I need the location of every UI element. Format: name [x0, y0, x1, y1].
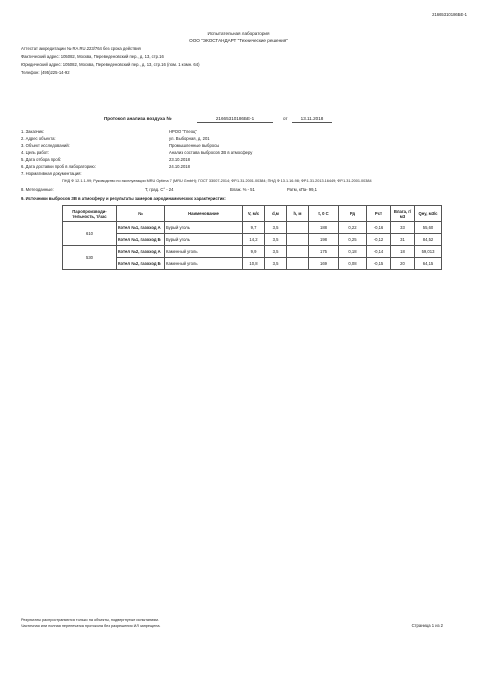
header-dynamic-pressure: Рд	[339, 206, 367, 222]
table-row	[63, 246, 442, 258]
capacity-cell: 530	[63, 246, 117, 270]
temperature-cell: 188	[309, 222, 339, 234]
static-pressure-cell: -0,16	[367, 222, 391, 234]
table-header-row	[63, 206, 442, 222]
source-cell: Котел №2, газоход Б	[117, 258, 165, 270]
customer-label: 1. Заказчик:	[21, 129, 45, 134]
emissions-table	[62, 205, 442, 270]
dynamic-pressure-cell: 0,08	[339, 258, 367, 270]
legal-address-line: Юридический адрес: 105082, Москва, Переведеновский пер., д. 13, стр.16 (пом. 1 комн. 64)	[21, 62, 200, 67]
weather-pressure: Ратм, кПа- 99,1	[287, 187, 317, 192]
header-moisture: Влага, г/м3	[391, 206, 415, 222]
fuel-cell: Каменный уголь	[165, 258, 243, 270]
temperature-cell: 169	[309, 258, 339, 270]
header-temperature: t, 0 С	[309, 206, 339, 222]
temperature-cell: 175	[309, 246, 339, 258]
header-diameter: d,м	[265, 206, 287, 222]
lab-subtitle: ООО "ЭКОСТАНДАРТ "Технические решения"	[189, 38, 288, 43]
table-row	[63, 258, 442, 270]
protocol-number: 21665310186БЕ-1	[215, 116, 255, 121]
diameter-cell: 3,5	[265, 222, 287, 234]
velocity-cell: 14,2	[243, 234, 265, 246]
lab-title: Испытательная лаборатория	[207, 31, 270, 36]
flow-cell: 55,60	[415, 222, 442, 234]
header-capacity: Паропроизводи-тельность, т/час	[63, 206, 117, 222]
object-value: Промышленные выбросы	[169, 143, 220, 148]
customer-value: НРОО "Глеоц"	[169, 129, 197, 134]
header-number: №	[117, 206, 165, 222]
footer-note-results: Результаты распространяются только на объекты, подвергнутые испытаниям.	[21, 618, 159, 622]
weather-temp: Т, град. С° - 24	[145, 187, 174, 192]
header-velocity: V, м/с	[243, 206, 265, 222]
sampling-date-label: 5. Дата отбора проб:	[21, 157, 62, 162]
height-cell	[287, 246, 309, 258]
actual-address-line: Фактический адрес: 105082, Москва, Переведеновский пер., д. 13, стр.16	[21, 54, 164, 59]
sampling-date-value: 23.10.2018	[169, 157, 190, 162]
temperature-cell: 198	[309, 234, 339, 246]
diameter-cell: 3,5	[265, 258, 287, 270]
weather-label: 8. Метеоданные:	[21, 187, 54, 192]
header-height: h, м	[287, 206, 309, 222]
static-pressure-cell: -0,12	[367, 234, 391, 246]
static-pressure-cell: -0,15	[367, 258, 391, 270]
height-cell	[287, 222, 309, 234]
dynamic-pressure-cell: 0,22	[339, 222, 367, 234]
header-static-pressure: Рст	[367, 206, 391, 222]
source-cell: Котел №2, газоход А	[117, 246, 165, 258]
protocol-date: 13.11.2018	[300, 116, 324, 121]
dynamic-pressure-cell: 0,25	[339, 234, 367, 246]
fuel-cell: Бурый уголь	[165, 222, 243, 234]
capacity-cell: 610	[63, 222, 117, 246]
source-cell: Котел №1, газоход Б	[117, 234, 165, 246]
delivery-date-value: 24.10.2018	[169, 164, 190, 169]
purpose-value: Анализ состава выбросов ЗВ в атмосферу	[169, 150, 253, 155]
source-cell: Котел №1, газоход А	[117, 222, 165, 234]
diameter-cell: 3,5	[265, 234, 287, 246]
header-flow: Qну, м3/с	[415, 206, 442, 222]
delivery-date-label: 6. Дата доставки проб в лабораторию:	[21, 164, 96, 169]
object-label: 3. Объект исследований:	[21, 143, 70, 148]
moisture-cell: 20	[391, 258, 415, 270]
page-number: Страница 1 из 2	[411, 623, 443, 628]
flow-cell: 64,15	[415, 258, 442, 270]
moisture-cell: 18	[391, 246, 415, 258]
moisture-cell: 31	[391, 234, 415, 246]
fuel-cell: Бурый уголь	[165, 234, 243, 246]
velocity-cell: 9,7	[243, 222, 265, 234]
height-cell	[287, 234, 309, 246]
weather-humidity: Влаж. % - 51	[230, 187, 255, 192]
lab-info	[21, 46, 199, 78]
fuel-cell: Каменный уголь	[165, 246, 243, 258]
dynamic-pressure-cell: 0,18	[339, 246, 367, 258]
height-cell	[287, 258, 309, 270]
address-value: ул. Выборная, д. 201	[169, 136, 210, 141]
velocity-cell: 10,8	[243, 258, 265, 270]
diameter-cell: 3,5	[265, 246, 287, 258]
moisture-cell: 33	[391, 222, 415, 234]
flow-cell: 84,52	[415, 234, 442, 246]
table-row	[63, 222, 442, 234]
protocol-date-label: от	[283, 116, 288, 121]
normative-label: 7. Нормативная документация:	[21, 171, 82, 176]
static-pressure-cell: -0,14	[367, 246, 391, 258]
accreditation-line: Аттестат аккредитации № RA.RU.223/764 без срока действия	[21, 46, 141, 51]
protocol-label: Протокол анализа воздуха №	[104, 116, 172, 121]
footer-note-reprint: Частичная или полная перепечатка протокола без разрешения ИЛ запрещена.	[21, 624, 161, 628]
velocity-cell: 9,9	[243, 246, 265, 258]
normative-docs: ПНД Ф 12.1.1-99; Руководство по эксплуатации MRU Optima 7 (MRU GmbH); ГОСТ 33007-2014; ФР.1.31.2001.00384; ПНД Ф 13.1.16-98; ФР.1.31.2013.16449; ФР.1.31.2001.00384	[62, 179, 372, 183]
table-row	[63, 234, 442, 246]
doc-code: 21665310186БЕ-1	[432, 12, 467, 17]
address-label: 2. Адрес объекта:	[21, 136, 56, 141]
purpose-label: 4. Цель работ:	[21, 150, 50, 155]
section-9-title: 9. Источники выбросов ЗВ в атмосферу и результаты замеров аэродинамических характеристик:	[21, 196, 226, 201]
flow-cell: 59,013	[415, 246, 442, 258]
phone-line: Телефон: (495)225-14-92	[21, 70, 70, 75]
header-name: Наименование	[165, 206, 243, 222]
